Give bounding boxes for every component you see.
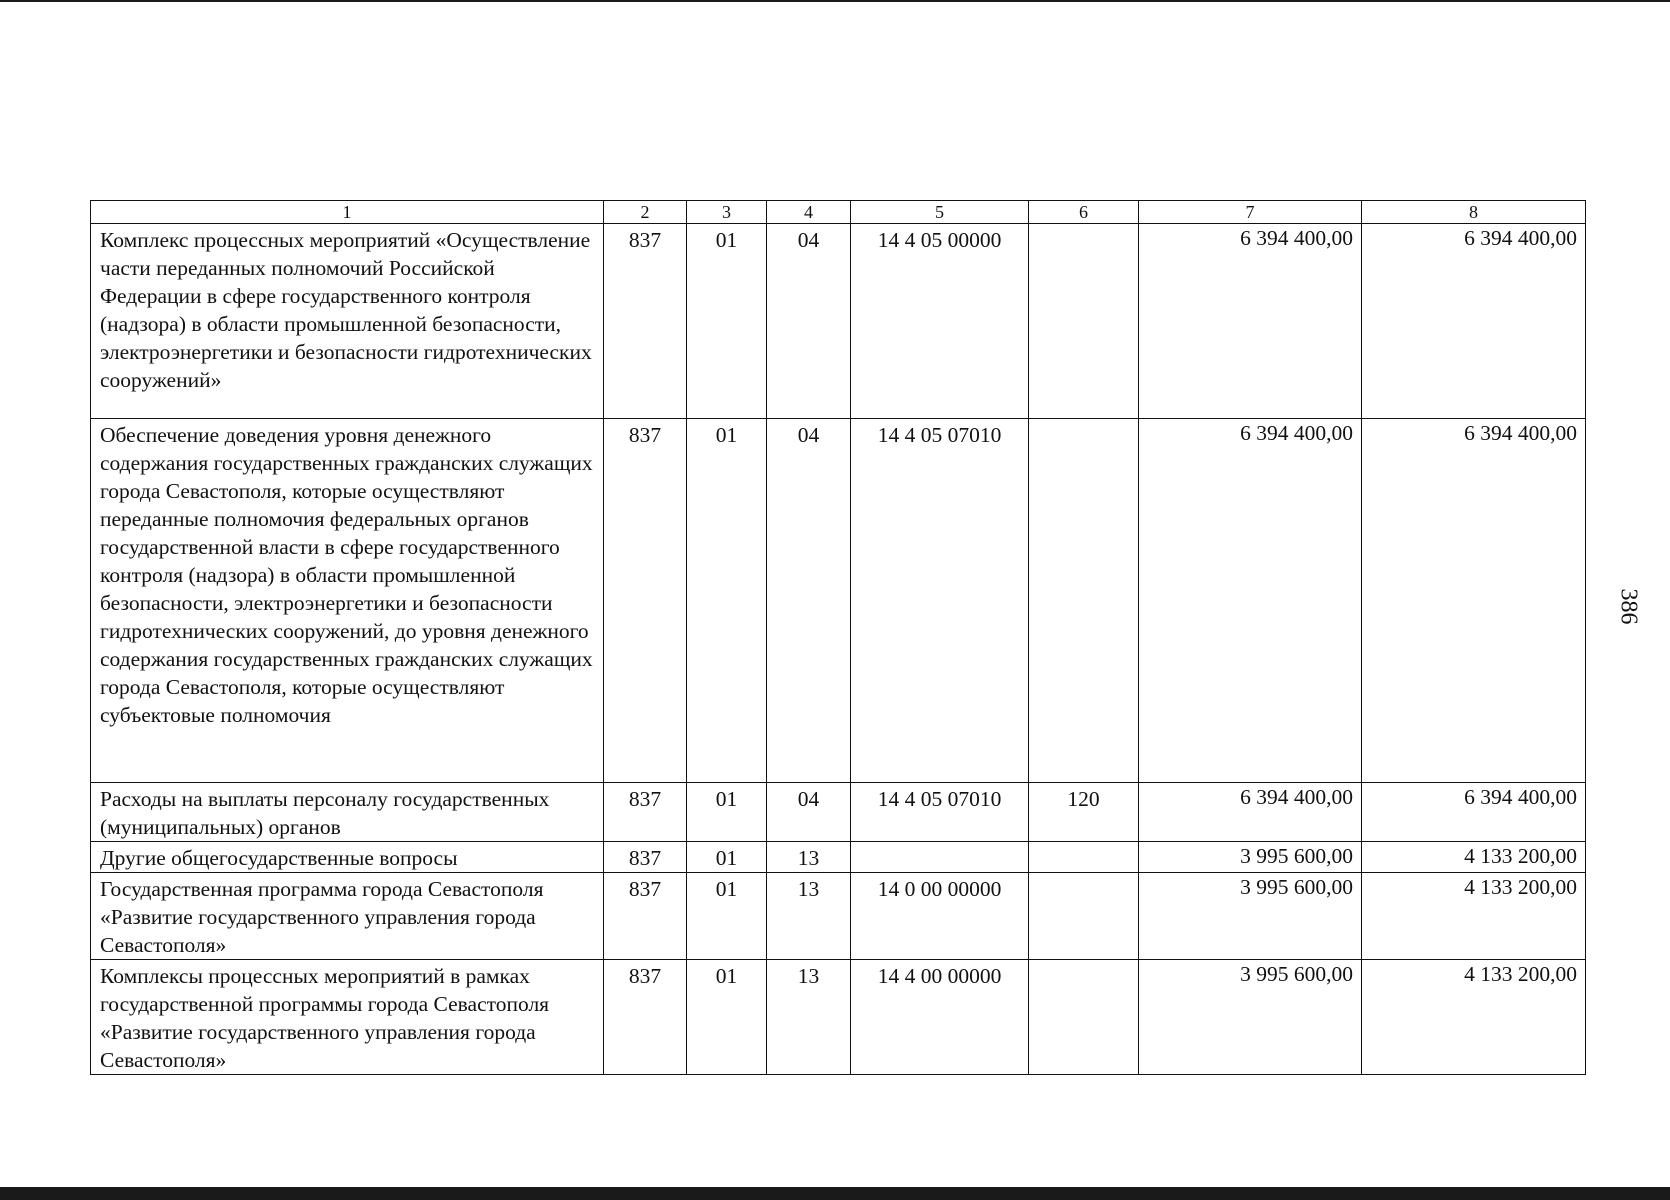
cell-expense-type [1029,419,1139,783]
cell-ministry-code: 837 [604,842,687,873]
cell-section-code: 01 [687,873,767,960]
cell-amount-col8: 6 394 400,00 [1362,224,1586,419]
row-name: Обеспечение доведения уровня денежного содержания государственных гражданских служащих города Севастополя, которые осуществляют переданные полномочия федеральных органов государственной власти в сфере государственного контроля (надзора) в области промышленной безопасности, электроэнергетики и безопасности гидротехнических сооружений, до уровня денежного содержания государственных гражданских служащих города Севастополя, которые осуществляют субъектовые полномочия [91,419,604,783]
cell-ministry-code: 837 [604,783,687,842]
cell-target-article: 14 4 05 07010 [851,783,1029,842]
cell-amount-col8: 6 394 400,00 [1362,783,1586,842]
header-cell-1: 1 [91,201,604,224]
cell-target-article: 14 4 05 00000 [851,224,1029,419]
row-name: Комплексы процессных мероприятий в рамках государственной программы города Севастополя «Развитие государственного управления города Севастополя» [91,960,604,1075]
cell-ministry-code: 837 [604,873,687,960]
header-cell-3: 3 [687,201,767,224]
cell-ministry-code: 837 [604,960,687,1075]
table-row [91,783,1586,842]
cell-expense-type [1029,960,1139,1075]
cell-amount-col7: 3 995 600,00 [1139,842,1362,873]
cell-subsection-code: 04 [767,783,851,842]
header-cell-2: 2 [604,201,687,224]
header-cell-8: 8 [1362,201,1586,224]
cell-amount-col7: 3 995 600,00 [1139,873,1362,960]
table-row [91,419,1586,783]
cell-amount-col8: 4 133 200,00 [1362,960,1586,1075]
cell-section-code: 01 [687,783,767,842]
row-name: Другие общегосударственные вопросы [91,842,604,873]
header-cell-5: 5 [851,201,1029,224]
cell-amount-col7: 6 394 400,00 [1139,783,1362,842]
cell-expense-type: 120 [1029,783,1139,842]
cell-target-article: 14 4 05 07010 [851,419,1029,783]
header-row [91,201,1586,224]
cell-target-article [851,842,1029,873]
cell-subsection-code: 04 [767,419,851,783]
row-name: Государственная программа города Севастополя «Развитие государственного управления города Севастополя» [91,873,604,960]
cell-subsection-code: 04 [767,224,851,419]
cell-target-article: 14 0 00 00000 [851,873,1029,960]
cell-subsection-code: 13 [767,960,851,1075]
page-number: 386 [1615,588,1642,625]
cell-amount-col7: 6 394 400,00 [1139,419,1362,783]
cell-section-code: 01 [687,419,767,783]
cell-subsection-code: 13 [767,873,851,960]
row-name: Комплекс процессных мероприятий «Осуществление части переданных полномочий Российской Федерации в сфере государственного контроля (надзора) в области промышленной безопасности, электроэнергетики и безопасности гидротехнических сооружений» [91,224,604,419]
scan-border-top [0,0,1670,2]
cell-amount-col7: 3 995 600,00 [1139,960,1362,1075]
header-cell-7: 7 [1139,201,1362,224]
cell-section-code: 01 [687,960,767,1075]
header-cell-4: 4 [767,201,851,224]
cell-amount-col7: 6 394 400,00 [1139,224,1362,419]
table-row [91,224,1586,419]
cell-amount-col8: 6 394 400,00 [1362,419,1586,783]
cell-amount-col8: 4 133 200,00 [1362,873,1586,960]
cell-expense-type [1029,224,1139,419]
cell-expense-type [1029,873,1139,960]
cell-section-code: 01 [687,842,767,873]
table-row [91,842,1586,873]
cell-target-article: 14 4 00 00000 [851,960,1029,1075]
cell-section-code: 01 [687,224,767,419]
cell-subsection-code: 13 [767,842,851,873]
table-row [91,873,1586,960]
cell-ministry-code: 837 [604,419,687,783]
header-cell-6: 6 [1029,201,1139,224]
cell-ministry-code: 837 [604,224,687,419]
budget-table [90,200,1586,1075]
cell-amount-col8: 4 133 200,00 [1362,842,1586,873]
cell-expense-type [1029,842,1139,873]
table-row [91,960,1586,1075]
row-name: Расходы на выплаты персоналу государственных (муниципальных) органов [91,783,604,842]
scan-border-bottom [0,1187,1670,1200]
